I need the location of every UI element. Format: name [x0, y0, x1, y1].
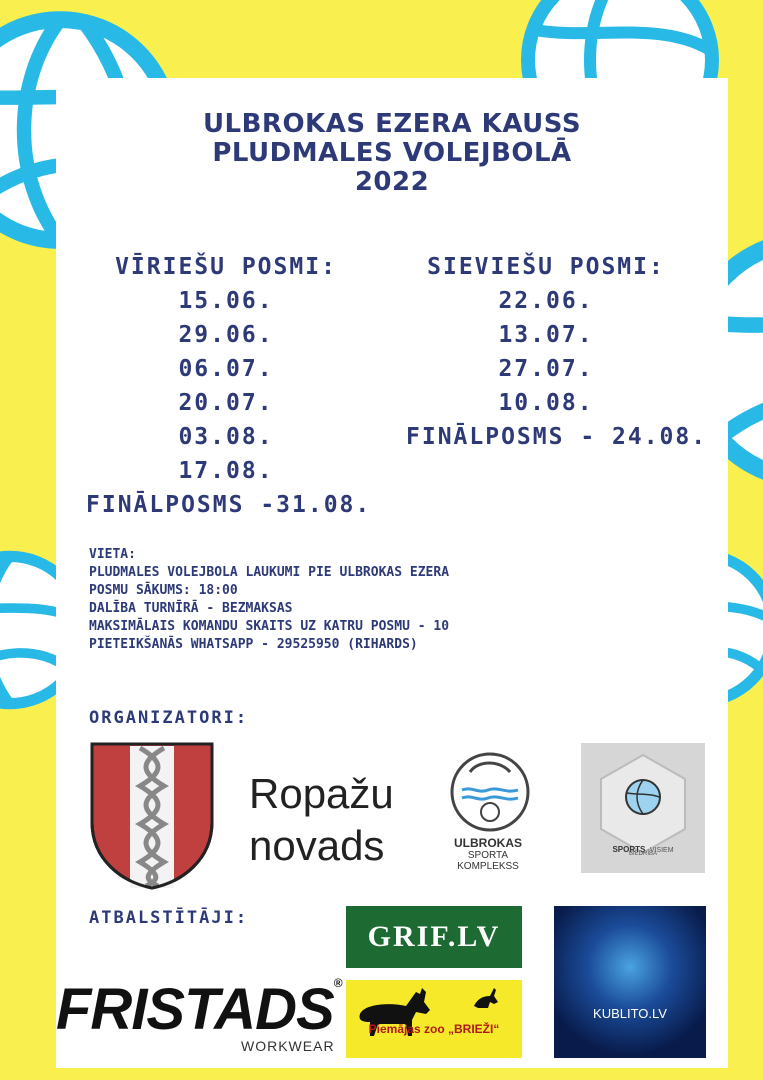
sports-line: SPORTS — [612, 845, 646, 854]
fristads-workwear-label: WORKWEAR — [241, 1038, 335, 1054]
ropazu-line: novads — [249, 822, 385, 869]
info-line: PLUDMALES VOLEJBOLA LAUKUMI PIE ULBROKAS EZERA — [89, 565, 450, 580]
sk-line: ULBROKAS — [454, 836, 522, 850]
men-date: 29.06. — [178, 322, 274, 348]
ropazu-novads-logo — [249, 768, 394, 872]
organizers-heading: ORGANIZATORI: — [89, 708, 249, 728]
men-date: 03.08. — [178, 424, 274, 450]
women-date: 10.08. — [498, 390, 594, 416]
poster-title — [112, 110, 672, 197]
women-date: 27.07. — [498, 356, 594, 382]
women-final: FINĀLPOSMS - 24.08. — [406, 424, 708, 450]
sk-line: SPORTA — [467, 850, 509, 861]
info-line: DALĪBA TURNĪRĀ - BEZMAKSAS — [89, 601, 293, 616]
ropazu-line: Ropažu — [249, 770, 394, 817]
zoo-text: Piemājas zoo „BRIEŽI“ — [368, 1022, 500, 1036]
fristads-text: FRISTADS — [56, 977, 334, 1042]
sports-line: VISIEM — [649, 847, 674, 854]
women-date: 22.06. — [498, 288, 594, 314]
women-date: 13.07. — [498, 322, 594, 348]
briezi-zoo-logo — [346, 980, 522, 1058]
title-line: 2022 — [354, 167, 430, 197]
sports-line: BIEDRĪBA — [628, 851, 657, 857]
men-heading: VĪRIEŠU POSMI: — [115, 254, 337, 280]
kublito-lv-logo — [554, 906, 706, 1058]
men-date: 06.07. — [178, 356, 274, 382]
ulbrokas-sk-logo — [428, 836, 548, 872]
women-schedule — [406, 250, 708, 454]
sk-line: KOMPLEKSS — [457, 861, 519, 872]
ropazu-coat-of-arms-icon — [90, 742, 214, 890]
fristads-logo — [56, 976, 346, 1043]
women-heading: SIEVIEŠU POSMI: — [427, 254, 665, 280]
men-schedule — [86, 250, 372, 522]
title-line: ULBROKAS EZERA KAUSS — [202, 109, 582, 139]
kublito-text: KUBLITO.LV — [593, 1006, 667, 1021]
sponsors-heading: ATBALSTĪTĀJI: — [89, 908, 249, 928]
poster-card — [56, 78, 728, 1068]
ulbrokas-sk-emblem-icon — [448, 750, 532, 834]
info-line: PIETEIKŠANĀS WHATSAPP - 29525950 (RIHARDS) — [89, 637, 418, 652]
men-date: 15.06. — [178, 288, 274, 314]
men-final: FINĀLPOSMS -31.08. — [86, 492, 372, 518]
sports-visiem-logo — [581, 743, 705, 873]
event-info — [89, 546, 449, 654]
title-line: PLUDMALES VOLEJBOLĀ — [212, 138, 572, 168]
men-date: 20.07. — [178, 390, 274, 416]
info-line: VIETA: — [89, 547, 136, 562]
registered-mark: ® — [333, 976, 342, 990]
info-line: MAKSIMĀLAIS KOMANDU SKAITS UZ KATRU POSMU - 10 — [89, 619, 450, 634]
info-line: POSMU SĀKUMS: 18:00 — [89, 583, 238, 598]
grif-lv-logo: GRIF.LV — [346, 906, 522, 968]
men-date: 17.08. — [178, 458, 274, 484]
deer-icon — [470, 984, 500, 1010]
